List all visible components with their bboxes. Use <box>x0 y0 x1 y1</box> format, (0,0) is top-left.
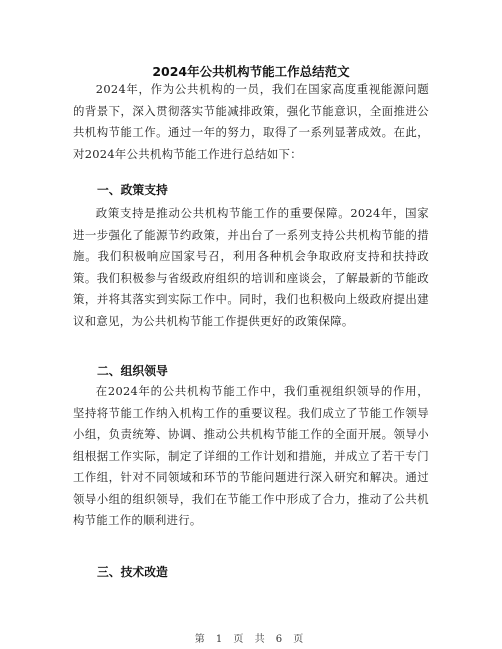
section-body-policy-support: 政策支持是推动公共机构节能工作的重要保障。2024年，国家进一步强化了能源节约政策，并出台了一系列支持公共机构节能的措施。我们积极响应国家号召，利用各种机会争取政府支持和扶持政策。我们积极参与省级政府组织的培训和座谈会，了解最新的节能政策，并将其落实到实际工作中。同时，我们也积极向上级政府提出建议和意见，为公共机构节能工作提供更好的政策保障。 <box>73 206 429 328</box>
intro-paragraph: 2024年，作为公共机构的一员，我们在国家高度重视能源问题的背景下，深入贯彻落实节能减排政策，强化节能意识，全面推进公共机构节能工作。通过一年的努力，取得了一系列显著成效。在此，对2024年公共机构节能工作进行总结如下： <box>73 82 429 161</box>
document-title: 2024年公共机构节能工作总结范文 <box>152 64 350 79</box>
section-heading-organization-leadership: 二、组织领导 <box>97 364 168 378</box>
section-heading-policy-support: 一、政策支持 <box>97 183 168 197</box>
section-heading-technical-upgrade: 三、技术改造 <box>97 565 168 579</box>
section-body-organization-leadership: 在2024年的公共机构节能工作中，我们重视组织领导的作用，坚持将节能工作纳入机构工作的重要议程。我们成立了节能工作领导小组，负责统筹、协调、推动公共机构节能工作的全面开展。领导小组根据工作实际，制定了详细的工作计划和措施，并成立了若干专门工作组，针对不同领域和环节的节能问题进行深入研究和解决。通过领导小组的组织领导，我们在节能工作中形成了合力，推动了公共机构节能工作的顺利进行。 <box>73 384 429 527</box>
page-number-footer: 第 1 页 共 6 页 <box>194 634 308 645</box>
